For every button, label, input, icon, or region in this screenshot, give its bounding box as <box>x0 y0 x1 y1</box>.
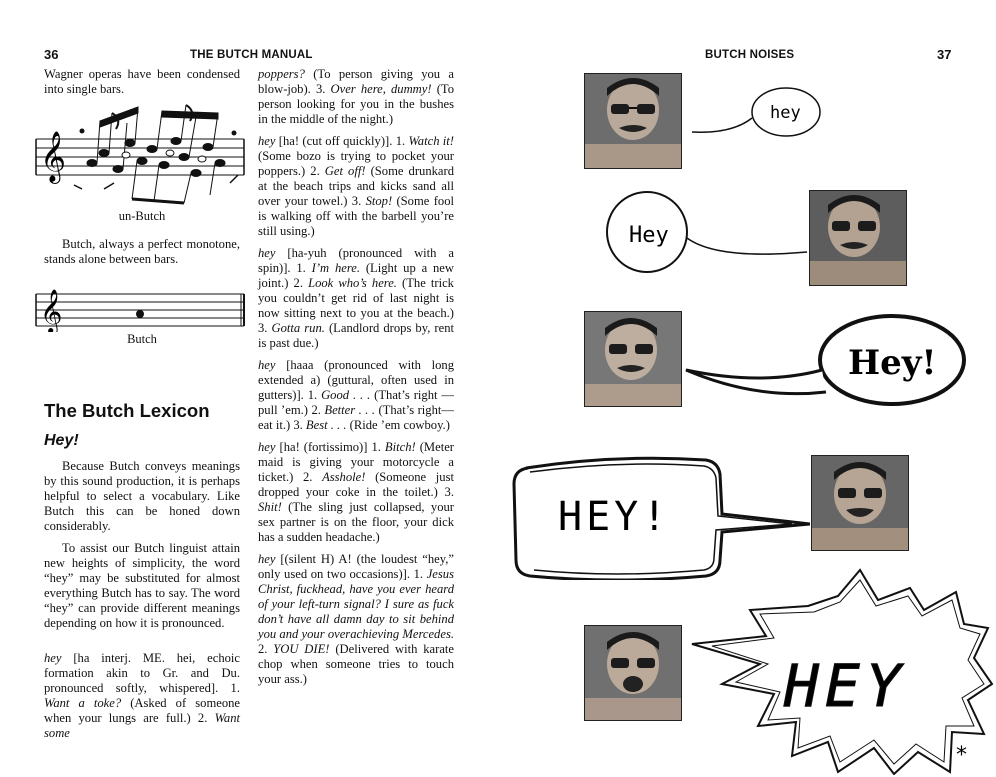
svg-text:Hey: Hey <box>629 223 669 248</box>
speech-bubble-4 <box>512 450 810 580</box>
entry-4: hey [haaa (pronounced with long extended a) (guttural, often used in gutters)]. 1. Good . . . (That’s right —pull ’em.) 2. Better . . . (That’s right—eat it.) 3. Best . . . (Ride ’em cowboy.) <box>258 358 454 432</box>
speech-bubble-2 <box>603 188 817 280</box>
explosion-bubble <box>688 566 994 775</box>
treble-clef-icon: 𝄞 <box>40 289 63 332</box>
svg-text:hey: hey <box>770 103 801 123</box>
page-number-left: 36 <box>44 47 59 62</box>
entry-1-continued: poppers? (To person giving you a blow-job). 3. Over here, dummy! (To person looking for you in the bushes in the middle of the night.) <box>258 67 455 126</box>
entry-6: hey [(silent H) A! (the loudest “hey,” only used on two occasions)]. 1. Jesus Christ, fuckhead, have you ever heard of your left-turn signal? I sure as fuck don’t have all damn day to sit behind you and your overachieving Mercedes. 2. YOU DIE! (Delivered with karate chop when someone tries to touch your ass.) <box>258 552 454 686</box>
butch-photo-3 <box>584 311 682 407</box>
paragraph-1: Because Butch conveys meanings by this sound production, it is perhaps helpful to select a vocabulary. Like Butch this can be honed down considerably. <box>44 459 240 533</box>
svg-text:HEY!: HEY! <box>558 494 671 540</box>
svg-text:HEY: HEY <box>784 652 907 720</box>
speech-bubble-3 <box>684 312 972 424</box>
entry-3: hey [ha-yuh (pronounced with a spin)]. 1. I’m here. (Light up a new joint.) 2. Look who’s here. (The trick you couldn’t get rid of last night is now sitting next to you at the beach.) 3. Gotta run. (Landlord drops by, rent is past due.) <box>258 246 454 350</box>
note-cluster <box>74 105 238 203</box>
monotone-text: Butch, always a perfect monotone, stands alone between bars. <box>44 237 240 266</box>
paragraph-2: To assist our Butch linguist attain new heights of simplicity, the word “hey” may be substituted for almost everything Butch has to say. The word “hey” can provide different meanings depending on how it is pronounced. <box>44 541 240 630</box>
butch-photo-4 <box>811 455 909 551</box>
intro-text: Wagner operas have been condensed into single bars. <box>44 67 240 96</box>
section-title: The Butch Lexicon <box>44 400 210 421</box>
running-head-left: THE BUTCH MANUAL <box>190 49 313 61</box>
butch-staff-figure <box>34 282 246 332</box>
entry-1: hey [ha interj. ME. hei, echoic formation akin to Gr. and Du. pronounced softly, whispered]. 1. Want a toke? (Asked of someone when your lungs are full.) 2. Want some <box>44 651 241 740</box>
lexicon-intro <box>44 459 240 748</box>
unbutch-caption: un-Butch <box>118 209 166 223</box>
page-number-right: 37 <box>937 47 952 62</box>
single-note-icon <box>136 310 144 318</box>
butch-photo-1 <box>584 73 682 169</box>
running-head-right: BUTCH NOISES <box>705 49 795 61</box>
entry-5: hey [ha! (fortissimo)] 1. Bitch! (Meter maid is giving your motorcycle a ticket.) 2. Asshole! (Someone just dropped your coke in the toilet.) 3. Shit! (The sling just collapsed, your sex partner is on the floor, your dick has a sudden headache.) <box>258 440 454 544</box>
butch-photo-2 <box>809 190 907 286</box>
lexicon-column-2 <box>258 67 454 694</box>
butch-photo-5 <box>584 625 682 721</box>
butch-caption: Butch <box>127 332 157 346</box>
unbutch-staff-figure <box>34 103 246 207</box>
subsection-title: Hey! <box>44 432 79 449</box>
treble-clef-icon: 𝄞 <box>40 131 67 182</box>
svg-text:Hey!: Hey! <box>848 343 937 383</box>
entry-2: hey [ha! (cut off quickly)]. 1. Watch it! (Some bozo is trying to pocket your poppers.) 2. Get off! (Some drunkard at the beach trips and kicks sand all over your towel.) 3. Stop! (Some fool is walking off with the barbell you’re still using.) <box>258 134 454 238</box>
speech-bubble-1 <box>690 84 824 142</box>
staff-lines <box>36 139 244 175</box>
svg-text:*: * <box>956 743 967 768</box>
